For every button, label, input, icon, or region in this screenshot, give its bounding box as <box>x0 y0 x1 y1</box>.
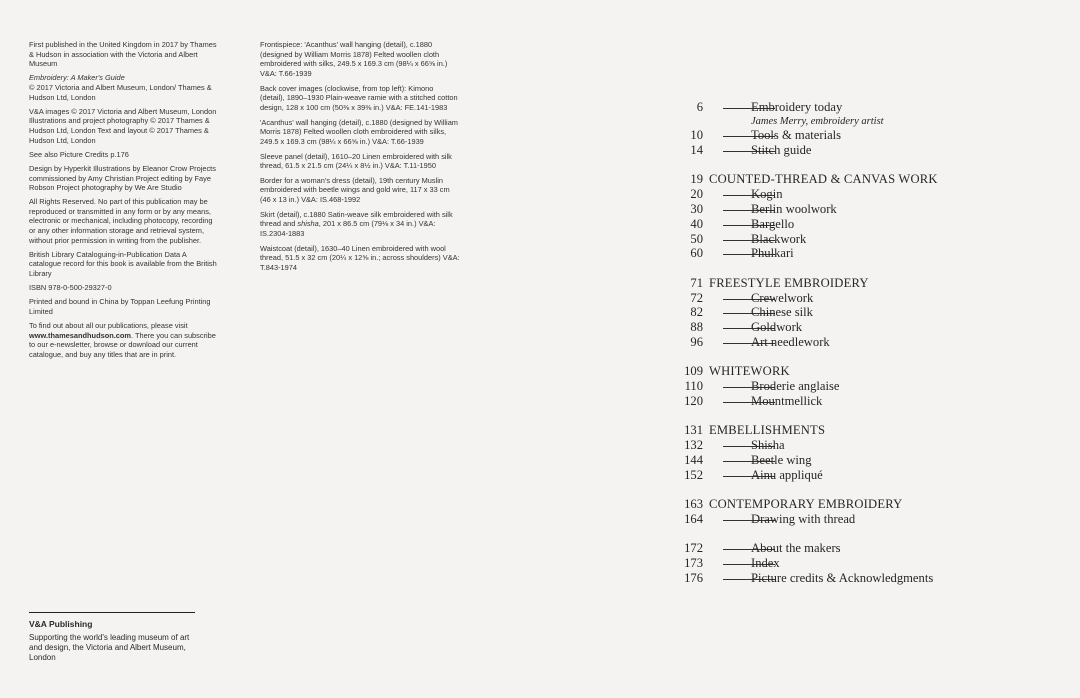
toc-entry <box>660 379 1060 394</box>
toc-entry-title: Tools & materials <box>751 128 842 143</box>
toc-entry-title: Index <box>751 556 780 571</box>
caption-back-cover: Back cover images (clockwise, from top left): Kimono (detail), 1890–1930 Plain-weave ramie with a stitched cotton design, 128 x 100 cm (50⅜ x 39⅜ in.) V&A: FE.141-1983 <box>260 83 458 112</box>
toc-entry-title: Kogin <box>751 187 783 202</box>
toc-page-number: 176 <box>684 571 703 585</box>
toc-page-number: 72 <box>690 290 703 305</box>
toc-entry <box>660 246 1060 261</box>
imprint-title: V&A Publishing <box>29 619 93 629</box>
toc-page-number: 131 <box>684 423 703 438</box>
toc-page-number: 40 <box>690 216 703 231</box>
copyright-note <box>29 73 219 102</box>
toc-page-number: 19 <box>690 172 703 187</box>
toc-entry <box>660 335 1060 350</box>
toc-page-number: 120 <box>684 394 703 408</box>
toc-section <box>660 276 1060 291</box>
toc-entry <box>660 512 1060 527</box>
caption-skirt-italic: shisha <box>297 219 319 229</box>
copyright-text: © 2017 Victoria and Albert Museum, London/ Thames & Hudson Ltd, London <box>29 82 212 102</box>
toc-section <box>660 423 1060 438</box>
toc-page-number: 50 <box>690 231 703 246</box>
toc-entry-title: Berlin woolwork <box>751 202 837 216</box>
toc-page-number: 30 <box>690 202 703 216</box>
toc-page-number: 10 <box>690 128 703 143</box>
imprint-text: Supporting the world's leading museum of art and design, the Victoria and Albert Museum, London <box>29 633 190 662</box>
toc-section-title: EMBELLISHMENTS <box>709 423 826 438</box>
publications-note <box>29 321 219 359</box>
toc-entry-title: Art needlework <box>751 335 830 349</box>
picture-credits-ref: See also Picture Credits p.176 <box>29 149 129 159</box>
cataloguing-data: British Library Cataloguing-in-Publication Data A catalogue record for this book is available from the British Library <box>29 249 217 279</box>
image-captions-column <box>260 40 460 278</box>
toc-entry-title: About the makers <box>751 541 841 556</box>
toc-page-number: 173 <box>684 556 703 571</box>
toc-entry <box>660 571 1060 586</box>
caption-sleeve-panel: Sleeve panel (detail), 1610–20 Linen embroidered with silk thread, 61.5 x 21.5 cm (24¼ x 8½ in.) V&A: T.11-1950 <box>260 151 452 171</box>
toc-section-title: CONTEMPORARY EMBROIDERY <box>709 497 903 512</box>
toc-entry <box>660 202 1060 217</box>
toc-entry-title: Picture credits & Acknowledgments <box>751 571 934 585</box>
toc-section-title: COUNTED-THREAD & CANVAS WORK <box>709 172 938 187</box>
publisher-imprint <box>29 612 199 662</box>
caption-border: Border for a woman's dress (detail), 19th century Muslin embroidered with beetle wings and gold wire, 117 x 33 cm (46 x 13 in.) V&A: IS.468-1992 <box>260 175 450 205</box>
toc-section <box>660 172 1060 187</box>
printer-note: Printed and bound in China by Toppan Leefung Printing Limited <box>29 297 211 316</box>
toc-entry <box>660 320 1060 335</box>
toc-entry <box>660 468 1060 483</box>
toc-page-number: 82 <box>690 305 703 320</box>
publications-text: To find out about all our publications, please visit <box>29 321 188 331</box>
toc-page-number: 6 <box>696 100 703 114</box>
toc-section-title: FREESTYLE EMBROIDERY <box>709 275 869 290</box>
toc-page-number: 88 <box>690 320 703 335</box>
toc-page-number: 163 <box>684 497 703 512</box>
toc-subtitle <box>660 115 1060 128</box>
toc-entry <box>660 453 1060 468</box>
toc-entry-title: Beetle wing <box>751 453 812 467</box>
toc-page-number: 172 <box>684 541 703 556</box>
publication-note: First published in the United Kingdom in 2017 by Thames & Hudson in association with the Victoria and Albert Museum <box>29 40 217 69</box>
toc-entry-title: Bargello <box>751 216 795 231</box>
toc-entry <box>660 556 1060 571</box>
toc-entry-title: Blackwork <box>751 231 807 246</box>
toc-page-number: 60 <box>690 246 703 261</box>
toc-entry-title: Chinese silk <box>751 305 813 320</box>
toc-entry-title: Goldwork <box>751 320 803 335</box>
toc-entry-title: Mountmellick <box>751 394 823 408</box>
toc-section-title: WHITEWORK <box>709 364 790 379</box>
rights-statement: All Rights Reserved. No part of this publication may be reproduced or transmitted in any form or by any means, electronic or mechanical, including photocopy, recording or any other information storage and retrieval system, without prior permission in writing from the publisher. <box>29 197 213 245</box>
toc-entry-title: Drawing with thread <box>751 512 856 526</box>
toc-section <box>660 364 1060 379</box>
toc-entry-title: Phulkari <box>751 246 794 261</box>
copyright-column <box>29 40 219 364</box>
toc-page-number: 96 <box>690 335 703 349</box>
toc-page-number: 20 <box>690 187 703 202</box>
toc-entry-title: Embroidery today <box>751 100 843 114</box>
toc-entry-title: Shisha <box>751 438 785 453</box>
toc-subtitle-text: James Merry, embroidery artist <box>751 115 884 127</box>
toc-entry <box>660 232 1060 247</box>
website-link[interactable]: www.thamesandhudson.com <box>29 330 131 340</box>
toc-page-number: 152 <box>684 467 703 482</box>
toc-page-number: 164 <box>684 512 703 526</box>
toc-entry <box>660 305 1060 320</box>
caption-skirt-text: Skirt (detail), c.1880 Satin-weave silk embroidered with silk thread and <box>260 209 453 229</box>
toc-page-number: 14 <box>690 143 703 157</box>
toc-entry <box>660 128 1060 143</box>
design-credits: Design by Hyperkit Illustrations by Eleanor Crow Projects commissioned by Amy Christian Project editing by Faye Robson Project photography by We Are Studio <box>29 163 216 193</box>
toc-page-number: 144 <box>684 453 703 467</box>
toc-page-number: 132 <box>684 438 703 453</box>
toc-entry <box>660 187 1060 202</box>
caption-acanthus: 'Acanthus' wall hanging (detail), c.1880 (designed by William Morris 1878) Felted woollen cloth embroidered with silks, 249.5 x 169.3 cm (98¼ x 66⅝ in.) V&A: T.66-1939 <box>260 117 458 146</box>
toc-entry <box>660 143 1060 158</box>
images-copyright: V&A images © 2017 Victoria and Albert Museum, London Illustrations and project photography © 2017 Thames & Hudson Ltd, London Text and layout © 2017 Thames & Hudson Ltd, London <box>29 106 217 145</box>
imprint-rule <box>29 612 195 613</box>
book-title: Embroidery: A Maker's Guide <box>29 73 125 83</box>
caption-frontispiece: Frontispiece: 'Acanthus' wall hanging (detail), c.1880 (designed by William Morris 1878) Felted woollen cloth embroidered with silks, 249.5 x 169.3 cm (98¼ x 66⅝ in.) V&A: T.66-1939 <box>260 40 448 78</box>
caption-waistcoat: Waistcoat (detail), 1630–40 Linen embroidered with wool thread, 51.5 x 32 cm (20¼ x 12⅝ in.; across shoulders) V&A: T.843-1974 <box>260 243 460 272</box>
toc-page-number: 71 <box>690 275 703 290</box>
publications-text-rest: . There you can subscribe to our e-newsletter, browse or download our current catalogue, and buy any titles that are in print. <box>29 330 216 359</box>
toc-section <box>660 497 1060 512</box>
toc-entry <box>660 217 1060 232</box>
toc-entry <box>660 394 1060 409</box>
caption-skirt <box>260 210 460 239</box>
toc-entry-title: Broderie anglaise <box>751 379 840 394</box>
toc-entry-title: Crewelwork <box>751 290 814 305</box>
toc-entry <box>660 291 1060 306</box>
isbn: ISBN 978-0-500-29327-0 <box>29 283 112 293</box>
toc-entry <box>660 100 1060 115</box>
toc-page-number: 110 <box>684 379 703 394</box>
caption-skirt-text-rest: , 201 x 86.5 cm (79⅛ x 34 in.) V&A: IS.2304-1883 <box>260 219 436 239</box>
toc-entry <box>660 438 1060 453</box>
toc-page-number: 109 <box>684 364 703 379</box>
toc-entry <box>660 541 1060 556</box>
toc-entry-title: Ainu appliqué <box>751 467 823 482</box>
toc-entry-title: Stitch guide <box>751 143 812 157</box>
